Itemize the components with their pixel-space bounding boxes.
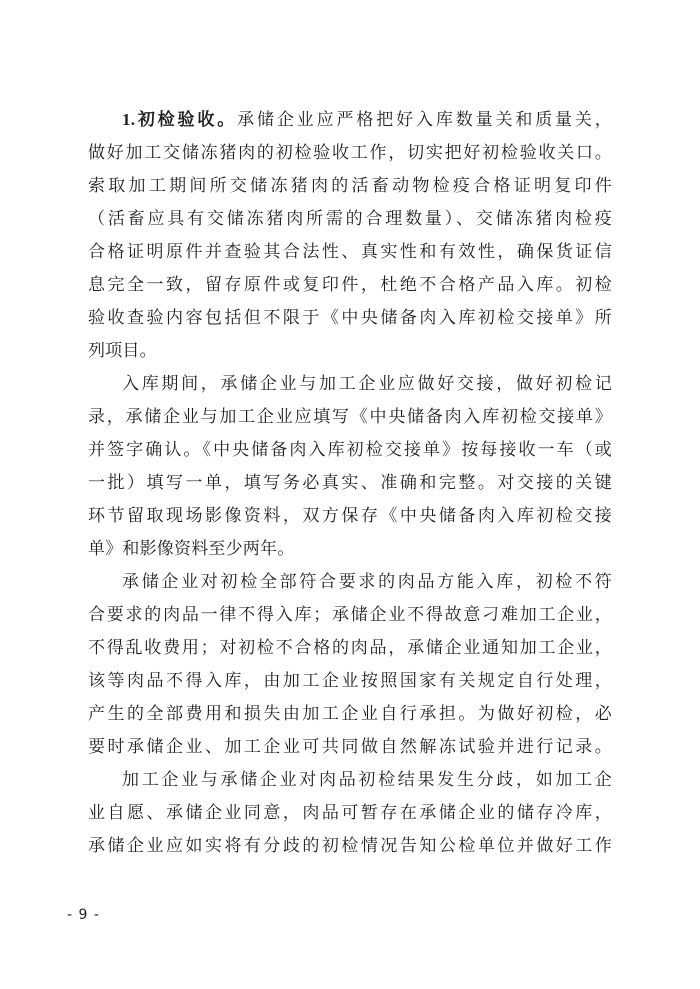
text-line: 不得乱收费用；对初检不合格的肉品，承储企业通知加工企业， bbox=[88, 638, 612, 657]
text-line: 该等肉品不得入库，由加工企业按照国家有关规定自行处理， bbox=[88, 671, 612, 690]
text-line: 环节留取现场影像资料，双方保存《中央储备肉入库初检交接 bbox=[88, 506, 612, 525]
text-line: 列项目。 bbox=[88, 341, 157, 360]
text-line: 息完全一致，留存原件或复印件，杜绝不合格产品入库。初检 bbox=[88, 275, 612, 294]
paragraph-4 bbox=[88, 763, 612, 862]
page-number: - 9 - bbox=[67, 907, 100, 923]
paragraph-3 bbox=[88, 565, 612, 763]
document-body bbox=[88, 103, 612, 862]
text-line: 入库期间，承储企业与加工企业应做好交接，做好初检记 bbox=[122, 374, 612, 393]
text-run: 承储企业应严格把好入库数量关和质量关， bbox=[237, 110, 612, 129]
section-heading: 1.初检验收。 bbox=[122, 110, 238, 129]
text-line: 合格证明原件并查验其合法性、真实性和有效性，确保货证信 bbox=[88, 242, 612, 261]
text-line: 产生的全部费用和损失由加工企业自行承担。为做好初检，必 bbox=[88, 704, 612, 723]
text-line: 录，承储企业与加工企业应填写《中央储备肉入库初检交接单》 bbox=[88, 407, 612, 426]
text-line: （活畜应具有交储冻猪肉所需的合理数量）、交储冻猪肉检疫 bbox=[88, 209, 612, 228]
paragraph-2 bbox=[88, 367, 612, 565]
text-line: 要时承储企业、加工企业可共同做自然解冻试验并进行记录。 bbox=[88, 737, 612, 756]
text-line: 承储企业对初检全部符合要求的肉品方能入库，初检不符 bbox=[122, 572, 612, 591]
text-line: 合要求的肉品一律不得入库；承储企业不得故意刁难加工企业， bbox=[88, 605, 612, 624]
text-line: 单》和影像资料至少两年。 bbox=[88, 539, 295, 558]
paragraph-1 bbox=[88, 103, 612, 367]
text-line: 做好加工交储冻猪肉的初检验收工作，切实把好初检验收关口。 bbox=[88, 143, 612, 162]
text-line: 验收查验内容包括但不限于《中央储备肉入库初检交接单》所 bbox=[88, 308, 612, 327]
text-line: 业自愿、承储企业同意，肉品可暂存在承储企业的储存冷库， bbox=[88, 803, 612, 822]
text-line: 索取加工期间所交储冻猪肉的活畜动物检疫合格证明复印件 bbox=[88, 176, 612, 195]
text-line bbox=[88, 103, 612, 136]
text-line: 一批）填写一单，填写务必真实、准确和完整。对交接的关键 bbox=[88, 473, 612, 492]
text-line: 并签字确认。《中央储备肉入库初检交接单》按每接收一车（或 bbox=[88, 440, 612, 459]
text-line: 加工企业与承储企业对肉品初检结果发生分歧，如加工企 bbox=[122, 770, 612, 789]
text-line: 承储企业应如实将有分歧的初检情况告知公检单位并做好工作 bbox=[88, 836, 612, 855]
